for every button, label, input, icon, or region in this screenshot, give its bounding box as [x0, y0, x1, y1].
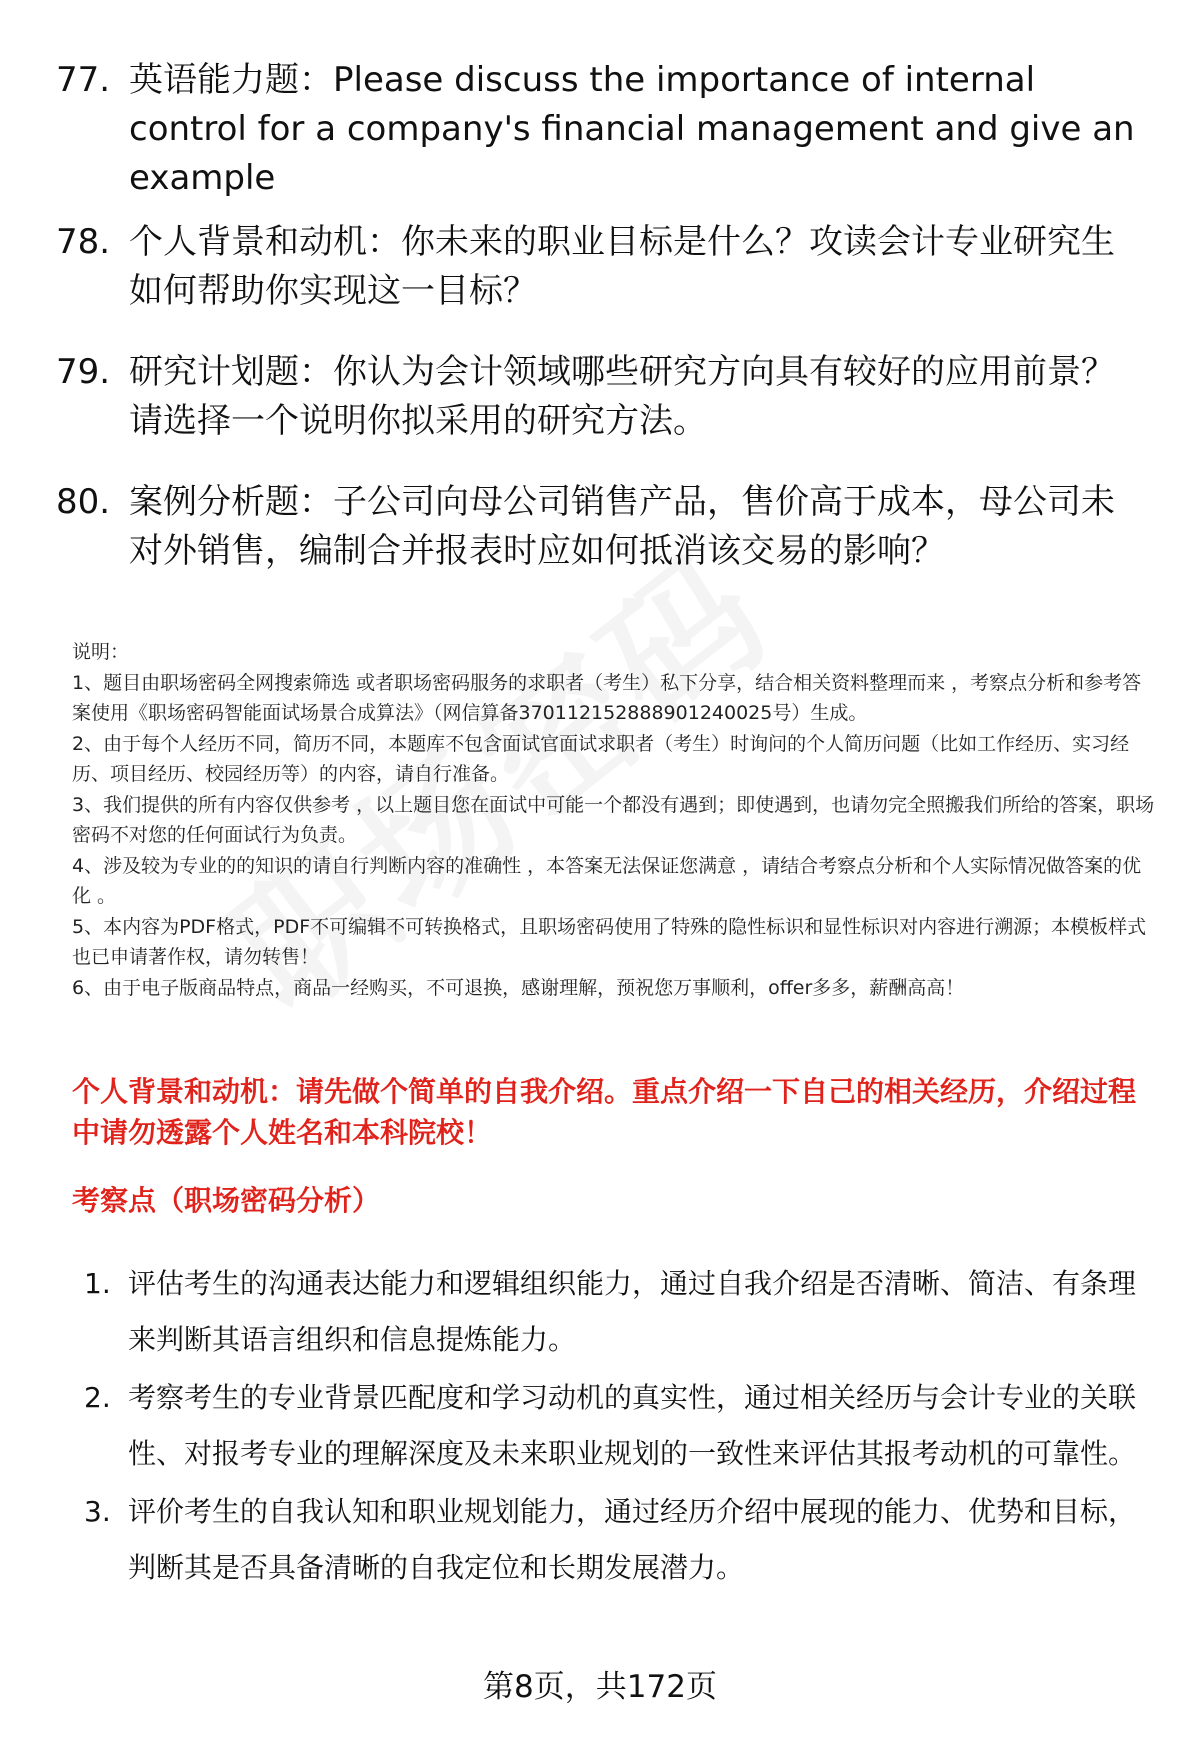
question-78 — [56, 218, 1146, 316]
analysis-point — [84, 1370, 1154, 1482]
question-number: 80. — [56, 482, 111, 522]
analysis-heading: 考察点（职场密码分析） — [72, 1184, 381, 1217]
question-number: 79. — [56, 352, 111, 392]
question-text: 英语能力题：Please discuss the importance of internal control for a company's financial management and give an example — [129, 60, 1135, 198]
point-number: 3. — [84, 1495, 111, 1528]
point-number: 1. — [84, 1267, 111, 1300]
analysis-list — [84, 1256, 1154, 1598]
notes-section — [72, 637, 1157, 1003]
note-item: 2、由于每个人经历不同，简历不同，本题库不包含面试官面试求职者（考生）时询问的个人简历问题（比如工作经历、实习经历、项目经历、校园经历等）的内容，请自行准备。 — [72, 732, 1130, 785]
point-number: 2. — [84, 1381, 111, 1414]
question-text: 研究计划题：你认为会计领域哪些研究方向具有较好的应用前景？请选择一个说明你拟采用的研究方法。 — [129, 352, 1115, 441]
question-number: 78. — [56, 222, 111, 262]
note-item: 5、本内容为PDF格式，PDF不可编辑不可转换格式，且职场密码使用了特殊的隐性标识和显性标识对内容进行溯源；本模板样式也已申请著作权，请勿转售！ — [72, 915, 1147, 968]
question-77 — [56, 56, 1146, 203]
question-79 — [56, 348, 1146, 446]
analysis-point — [84, 1484, 1154, 1596]
note-item: 4、涉及较为专业的的知识的请自行判断内容的准确性 ，本答案无法保证您满意 ，请结合考察点分析和个人实际情况做答案的优化 。 — [72, 854, 1142, 907]
question-80 — [56, 478, 1146, 576]
notes-title: 说明： — [72, 641, 130, 663]
point-text: 评估考生的沟通表达能力和逻辑组织能力，通过自我介绍是否清晰、简洁、有条理来判断其语言组织和信息提炼能力。 — [128, 1267, 1137, 1356]
note-item: 6、由于电子版商品特点，商品一经购买，不可退换，感谢理解，预祝您万事顺利，offer多多，薪酬高高！ — [72, 976, 965, 999]
question-text: 案例分析题：子公司向母公司销售产品，售价高于成本，母公司未对外销售，编制合并报表时应如何抵消该交易的影响？ — [129, 482, 1115, 571]
highlight-question: 个人背景和动机：请先做个简单的自我介绍。重点介绍一下自己的相关经历，介绍过程中请勿透露个人姓名和本科院校！ — [72, 1075, 1137, 1149]
analysis-point — [84, 1256, 1154, 1368]
point-text: 考察考生的专业背景匹配度和学习动机的真实性，通过相关经历与会计专业的关联性、对报考专业的理解深度及未来职业规划的一致性来评估其报考动机的可靠性。 — [128, 1381, 1137, 1470]
page-footer: 第8页，共172页 — [483, 1669, 717, 1705]
question-text: 个人背景和动机：你未来的职业目标是什么？攻读会计专业研究生如何帮助你实现这一目标？ — [129, 222, 1115, 311]
note-item: 3、我们提供的所有内容仅供参考 ，以上题目您在面试中可能一个都没有遇到；即使遇到，也请勿完全照搬我们所给的答案，职场密码不对您的任何面试行为负责。 — [72, 793, 1155, 846]
note-item: 1、题目由职场密码全网搜索筛选 或者职场密码服务的求职者（考生）私下分享，结合相关资料整理而来 ，考察点分析和参考答案使用《职场密码智能面试场景合成算法》（网信算备370112152888901240025号）生成。 — [72, 671, 1142, 724]
question-number: 77. — [56, 60, 111, 100]
point-text: 评价考生的自我认知和职业规划能力，通过经历介绍中展现的能力、优势和目标，判断其是否具备清晰的自我定位和长期发展潜力。 — [128, 1495, 1137, 1584]
